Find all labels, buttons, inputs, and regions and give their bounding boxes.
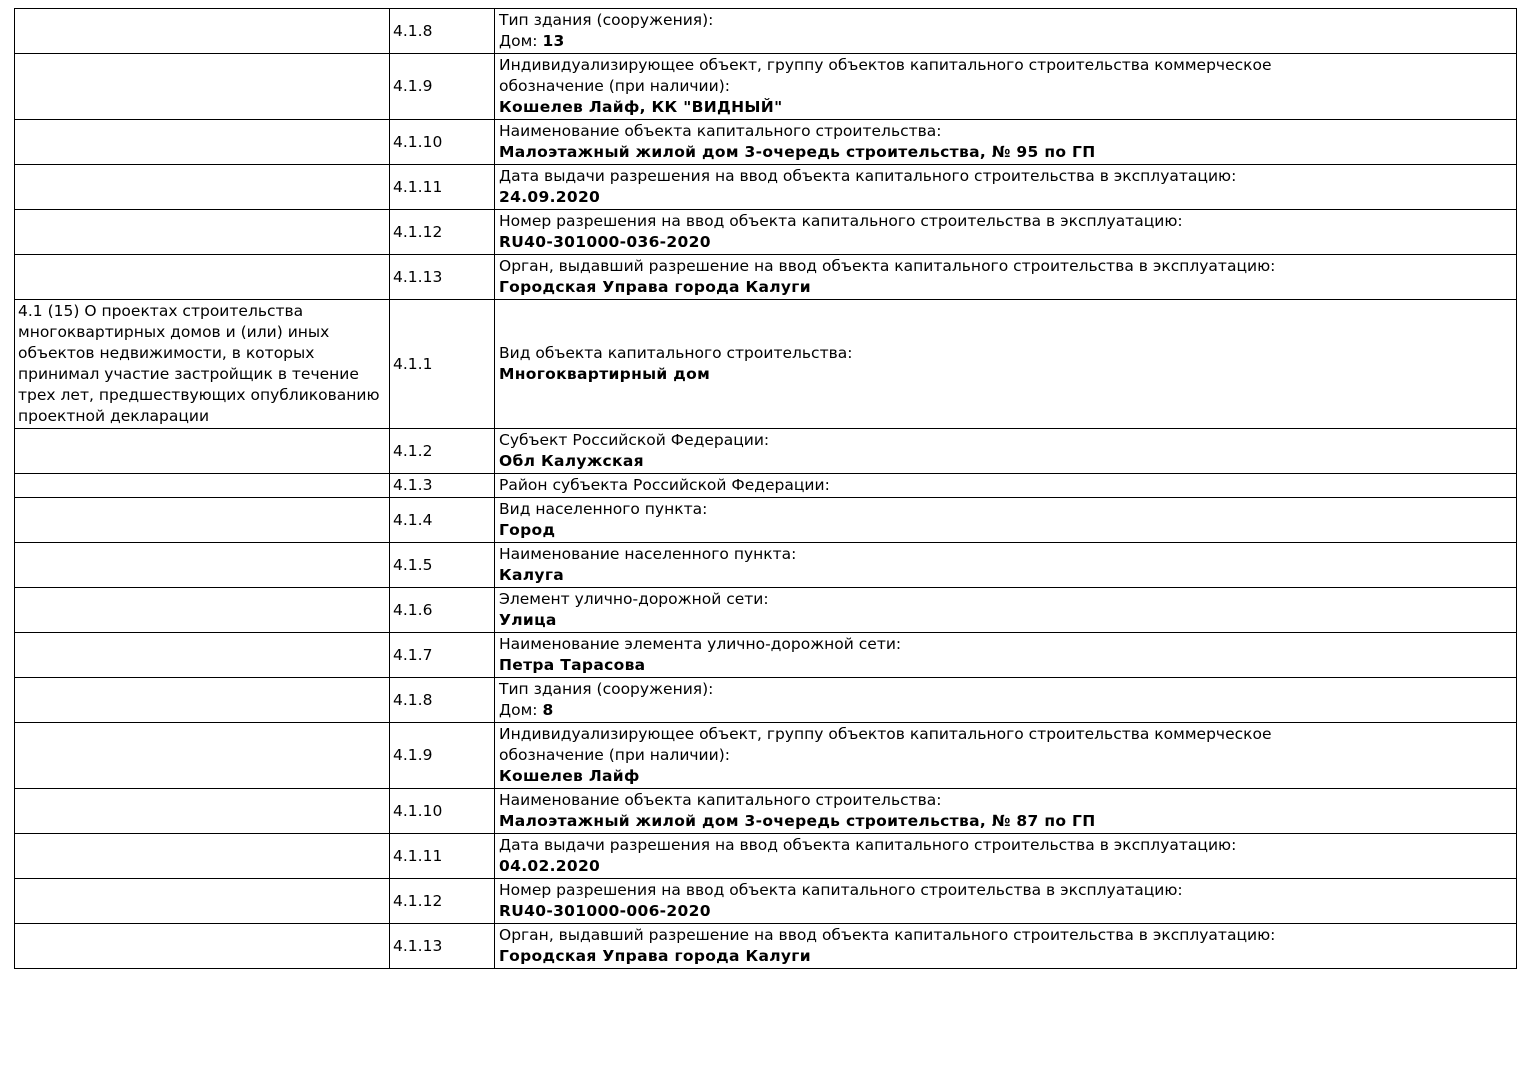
field-cell — [495, 588, 1517, 633]
value-line — [499, 811, 1513, 832]
code-cell — [390, 165, 495, 210]
section-cell — [15, 879, 390, 924]
code-cell — [390, 255, 495, 300]
table-row — [15, 834, 1517, 879]
value-line — [499, 277, 1513, 298]
field-cell — [495, 879, 1517, 924]
field-label: Субъект Российской Федерации: — [499, 431, 770, 449]
field-label: Вид населенного пункта: — [499, 500, 708, 518]
field-label: Наименование объекта капитального строительства: — [499, 791, 942, 809]
field-label: Орган, выдавший разрешение на ввод объекта капитального строительства в эксплуатацию: — [499, 926, 1276, 944]
row-code: 4.1.13 — [393, 267, 443, 286]
table-row — [15, 498, 1517, 543]
field-value: 04.02.2020 — [499, 857, 601, 875]
row-code: 4.1.8 — [393, 21, 433, 40]
code-cell — [390, 300, 495, 429]
field-label: Номер разрешения на ввод объекта капитального строительства в эксплуатацию: — [499, 881, 1183, 899]
section-cell — [15, 588, 390, 633]
field-cell — [495, 543, 1517, 588]
section-cell — [15, 165, 390, 210]
field-cell — [495, 474, 1517, 498]
section-cell — [15, 255, 390, 300]
value-line — [499, 655, 1513, 676]
field-cell — [495, 678, 1517, 723]
field-label: Орган, выдавший разрешение на ввод объекта капитального строительства в эксплуатацию: — [499, 257, 1276, 275]
section-text: 4.1 (15) О проектах строительства многоквартирных домов и (или) иных объектов недвижимости, в которых принимал участие застройщик в течение трех лет, предшествующих опубликованию проектной декларации — [18, 302, 380, 425]
row-code: 4.1.11 — [393, 846, 443, 865]
value-line — [499, 97, 1513, 118]
code-cell — [390, 633, 495, 678]
section-cell — [15, 300, 390, 429]
declaration-table — [14, 8, 1517, 969]
field-value: Улица — [499, 611, 557, 629]
section-cell — [15, 678, 390, 723]
field-value: Многоквартирный дом — [499, 365, 711, 383]
value-line — [499, 610, 1513, 631]
field-label: Наименование объекта капитального строительства: — [499, 122, 942, 140]
table-row — [15, 429, 1517, 474]
table-row — [15, 789, 1517, 834]
section-cell — [15, 789, 390, 834]
field-cell — [495, 429, 1517, 474]
table-row — [15, 300, 1517, 429]
section-cell — [15, 924, 390, 969]
row-code: 4.1.3 — [393, 476, 433, 494]
table-row — [15, 879, 1517, 924]
code-cell — [390, 789, 495, 834]
section-cell — [15, 120, 390, 165]
row-code: 4.1.4 — [393, 510, 433, 529]
row-code: 4.1.1 — [393, 354, 433, 373]
row-code: 4.1.12 — [393, 891, 443, 910]
field-label: Тип здания (сооружения): — [499, 11, 714, 29]
value-line — [499, 901, 1513, 922]
field-label: Номер разрешения на ввод объекта капитального строительства в эксплуатацию: — [499, 212, 1183, 230]
field-label: Тип здания (сооружения): — [499, 680, 714, 698]
field-value: 24.09.2020 — [499, 188, 601, 206]
value-line — [499, 364, 1513, 385]
field-value: RU40-301000-036-2020 — [499, 233, 711, 251]
field-label: Индивидуализирующее объект, группу объектов капитального строительства коммерческое обозначение (при наличии): — [499, 56, 1272, 95]
value-line — [499, 700, 1513, 721]
value-prefix: Дом: — [499, 701, 543, 719]
table-row — [15, 9, 1517, 54]
code-cell — [390, 474, 495, 498]
row-code: 4.1.13 — [393, 936, 443, 955]
field-cell — [495, 210, 1517, 255]
table-row — [15, 678, 1517, 723]
section-cell — [15, 54, 390, 120]
section-cell — [15, 429, 390, 474]
value-prefix: Дом: — [499, 32, 543, 50]
field-value: Обл Калужская — [499, 452, 644, 470]
section-cell — [15, 723, 390, 789]
field-value: 13 — [542, 32, 565, 50]
table-row — [15, 210, 1517, 255]
table-row — [15, 633, 1517, 678]
field-value: Малоэтажный жилой дом 3-очередь строительства, № 87 по ГП — [499, 812, 1096, 830]
value-line — [499, 187, 1513, 208]
field-label: Индивидуализирующее объект, группу объектов капитального строительства коммерческое обозначение (при наличии): — [499, 725, 1272, 764]
field-label: Элемент улично-дорожной сети: — [499, 590, 769, 608]
table-row — [15, 54, 1517, 120]
field-value: Кошелев Лайф, КК "ВИДНЫЙ" — [499, 98, 783, 116]
code-cell — [390, 678, 495, 723]
value-line — [499, 451, 1513, 472]
field-label: Вид объекта капитального строительства: — [499, 344, 853, 362]
section-cell — [15, 834, 390, 879]
value-line — [499, 565, 1513, 586]
field-label: Наименование элемента улично-дорожной сети: — [499, 635, 902, 653]
code-cell — [390, 498, 495, 543]
row-code: 4.1.12 — [393, 222, 443, 241]
table-row — [15, 924, 1517, 969]
field-cell — [495, 723, 1517, 789]
row-code: 4.1.10 — [393, 801, 443, 820]
field-cell — [495, 54, 1517, 120]
table-row — [15, 165, 1517, 210]
section-cell — [15, 474, 390, 498]
code-cell — [390, 723, 495, 789]
section-cell — [15, 498, 390, 543]
field-cell — [495, 834, 1517, 879]
field-value: Город — [499, 521, 556, 539]
field-cell — [495, 924, 1517, 969]
field-value: Кошелев Лайф — [499, 767, 640, 785]
field-cell — [495, 165, 1517, 210]
code-cell — [390, 429, 495, 474]
code-cell — [390, 210, 495, 255]
field-cell — [495, 300, 1517, 429]
field-cell — [495, 120, 1517, 165]
value-line — [499, 232, 1513, 253]
value-line — [499, 766, 1513, 787]
section-cell — [15, 210, 390, 255]
field-value: Городская Управа города Калуги — [499, 947, 811, 965]
row-code: 4.1.7 — [393, 645, 433, 664]
code-cell — [390, 879, 495, 924]
value-line — [499, 142, 1513, 163]
field-label: Дата выдачи разрешения на ввод объекта капитального строительства в эксплуатацию: — [499, 167, 1237, 185]
code-cell — [390, 834, 495, 879]
value-line — [499, 31, 1513, 52]
value-line — [499, 856, 1513, 877]
row-code: 4.1.11 — [393, 177, 443, 196]
table-row — [15, 543, 1517, 588]
table-body — [15, 9, 1517, 969]
section-cell — [15, 9, 390, 54]
row-code: 4.1.9 — [393, 746, 433, 764]
row-code: 4.1.8 — [393, 690, 433, 709]
field-label: Район субъекта Российской Федерации: — [499, 476, 830, 494]
field-cell — [495, 633, 1517, 678]
table-row — [15, 255, 1517, 300]
row-code: 4.1.10 — [393, 132, 443, 151]
code-cell — [390, 54, 495, 120]
code-cell — [390, 924, 495, 969]
value-line — [499, 946, 1513, 967]
code-cell — [390, 588, 495, 633]
field-value: Малоэтажный жилой дом 3-очередь строительства, № 95 по ГП — [499, 143, 1096, 161]
field-value: Петра Тарасова — [499, 656, 646, 674]
field-value: Городская Управа города Калуги — [499, 278, 811, 296]
table-row — [15, 120, 1517, 165]
row-code: 4.1.9 — [393, 77, 433, 95]
code-cell — [390, 9, 495, 54]
table-row — [15, 588, 1517, 633]
field-cell — [495, 9, 1517, 54]
field-cell — [495, 789, 1517, 834]
field-value: 8 — [542, 701, 554, 719]
field-cell — [495, 498, 1517, 543]
row-code: 4.1.6 — [393, 600, 433, 619]
field-label: Дата выдачи разрешения на ввод объекта капитального строительства в эксплуатацию: — [499, 836, 1237, 854]
row-code: 4.1.2 — [393, 441, 433, 460]
value-line — [499, 520, 1513, 541]
field-value: Калуга — [499, 566, 565, 584]
field-value: RU40-301000-006-2020 — [499, 902, 711, 920]
code-cell — [390, 543, 495, 588]
section-cell — [15, 543, 390, 588]
field-label: Наименование населенного пункта: — [499, 545, 797, 563]
code-cell — [390, 120, 495, 165]
table-row — [15, 474, 1517, 498]
field-cell — [495, 255, 1517, 300]
table-row — [15, 723, 1517, 789]
section-cell — [15, 633, 390, 678]
row-code: 4.1.5 — [393, 555, 433, 574]
